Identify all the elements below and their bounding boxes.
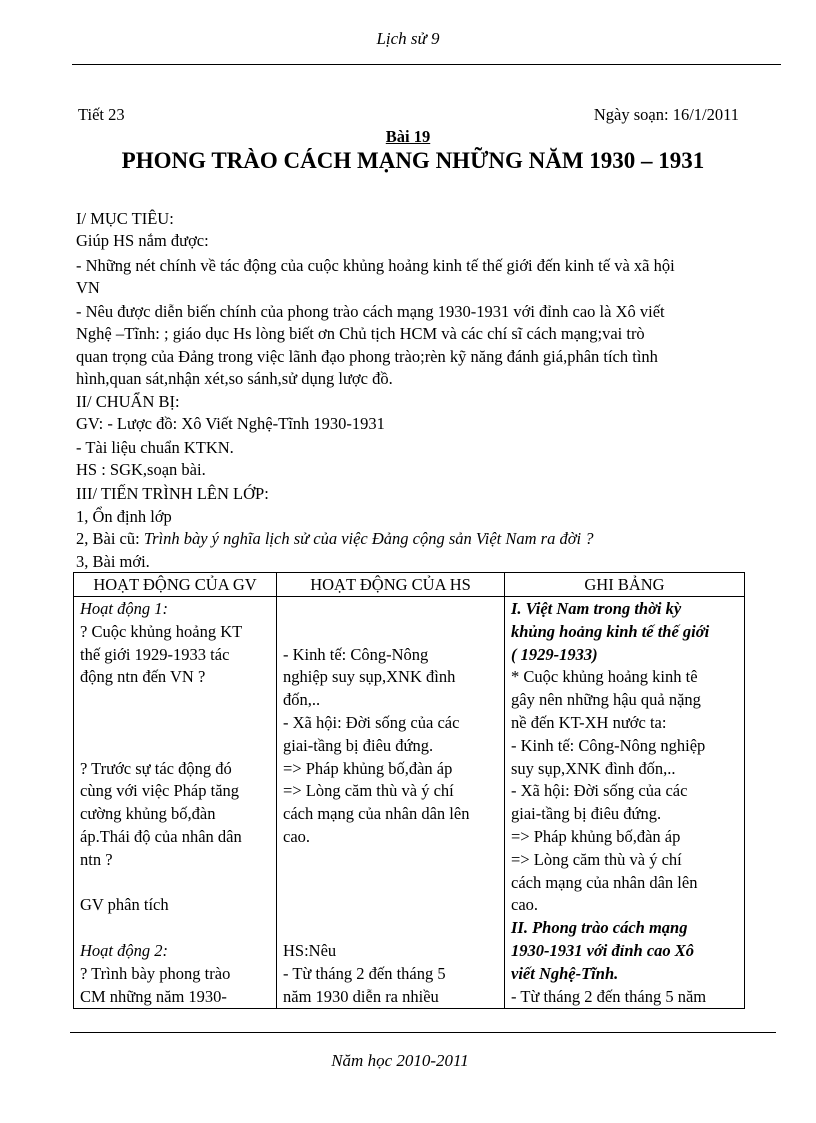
board-content: nề đến KT-XH nước ta:: [511, 712, 667, 732]
board-heading-2: II. Phong trào cách mạng: [511, 918, 688, 938]
hs-answer: - Xã hội: Đời sống của các: [283, 712, 460, 732]
section-procedure: III/ TIẾN TRÌNH LÊN LỚP:: [76, 484, 269, 503]
header-gv: HOẠT ĐỘNG CỦA GV: [74, 573, 277, 597]
section-objectives: I/ MỤC TIÊU:: [76, 209, 174, 228]
lesson-title: PHONG TRÀO CÁCH MẠNG NHỮNG NĂM 1930 – 1931: [121, 148, 705, 173]
board-content: cách mạng của nhân dân lên: [511, 872, 698, 892]
board-content: * Cuộc khủng hoảng kinh tê: [511, 667, 698, 687]
body-line: - Tài liệu chuẩn KTKN.: [76, 438, 234, 457]
board-cell: [505, 597, 745, 1009]
date-label: Ngày soạn: 16/1/2011: [593, 105, 739, 124]
board-content: suy sụp,XNK đình đốn,..: [511, 758, 676, 778]
body-line: 3, Bài mới.: [76, 552, 150, 571]
hs-cell: [277, 597, 505, 1009]
activity-2-label: Hoạt động 2:: [80, 940, 168, 960]
gv-question: cường khủng bố,đàn: [80, 804, 216, 824]
gv-question: áp.Thái độ của nhân dân: [80, 826, 242, 846]
hs-answer: => Lòng căm thù và ý chí: [283, 781, 454, 801]
body-line: - Nêu được diễn biến chính của phong trào cách mạng 1930-1931 với đỉnh cao là Xô viết: [76, 302, 665, 321]
gv-question: CM những năm 1930-: [80, 986, 227, 1006]
gv-question: động ntn đến VN ?: [80, 667, 206, 687]
body-line: HS : SGK,soạn bài.: [76, 460, 206, 479]
hs-answer: nghiệp suy sụp,XNK đình: [283, 667, 456, 687]
board-heading-2: viết Nghệ-Tĩnh.: [511, 963, 619, 983]
board-content: - Xã hội: Đời sống của các: [511, 781, 688, 801]
hs-answer: giai-tầng bị điêu đứng.: [283, 735, 434, 755]
body-line: Giúp HS nắm được:: [76, 231, 209, 250]
table-header-row: [74, 573, 745, 597]
board-content: => Pháp khủng bố,đàn áp: [511, 826, 681, 846]
gv-question: thế giới 1929-1933 tác: [80, 644, 230, 664]
gv-question: ? Cuộc khủng hoảng KT: [80, 621, 243, 641]
body-line: Nghệ –Tĩnh: ; giáo dục Hs lòng biết ơn Chủ tịch HCM và các chí sĩ cách mạng;vai trò: [76, 324, 645, 343]
header-hs: HOẠT ĐỘNG CỦA HS: [277, 573, 505, 597]
header-rule: [72, 64, 781, 65]
lesson-table: [73, 572, 745, 1009]
hs-answer: HS:Nêu: [283, 940, 337, 960]
board-content: - Từ tháng 2 đến tháng 5 năm: [511, 986, 707, 1006]
footer-rule: [70, 1032, 776, 1033]
board-content: => Lòng căm thù và ý chí: [511, 849, 682, 869]
old-lesson-line: [76, 528, 594, 550]
gv-cell: [74, 597, 277, 1009]
body-line: GV: - Lược đồ: Xô Viết Nghệ-Tĩnh 1930-1931: [76, 414, 385, 433]
body-line: 1, Ổn định lớp: [76, 507, 172, 526]
board-heading-2: 1930-1931 với đỉnh cao Xô: [511, 940, 695, 960]
old-lesson-question: Trình bày ý nghĩa lịch sử của việc Đảng cộng sản Việt Nam ra đời ?: [143, 529, 594, 548]
gv-question: ? Trước sự tác động đó: [80, 758, 232, 778]
hs-answer: => Pháp khủng bố,đàn áp: [283, 758, 453, 778]
table-row: [74, 597, 745, 1009]
board-heading-1: khủng hoảng kinh tế thế giới: [511, 621, 710, 641]
board-content: gây nên những hậu quả nặng: [511, 690, 701, 710]
gv-question: ? Trình bày phong trào: [80, 963, 231, 983]
page-header: Lịch sử 9: [376, 29, 440, 48]
hs-answer: - Kinh tế: Công-Nông: [283, 644, 429, 664]
board-heading-1: ( 1929-1933): [511, 644, 598, 664]
hs-answer: cách mạng của nhân dân lên: [283, 804, 470, 824]
hs-answer: cao.: [283, 826, 311, 846]
board-content: giai-tầng bị điêu đứng.: [511, 804, 662, 824]
gv-analysis: GV phân tích: [80, 895, 169, 915]
old-lesson-label: 2, Bài cũ:: [76, 529, 144, 548]
board-content: cao.: [511, 895, 539, 915]
page-footer: Năm học 2010-2011: [331, 1051, 469, 1070]
body-line: hình,quan sát,nhận xét,so sánh,sử dụng lược đồ.: [76, 369, 393, 388]
lesson-number: Bài 19: [385, 127, 431, 146]
body-line: VN: [76, 278, 100, 297]
board-heading-1: I. Việt Nam trong thời kỳ: [511, 599, 682, 618]
gv-question: cùng với việc Pháp tăng: [80, 781, 240, 801]
board-content: - Kinh tế: Công-Nông nghiệp: [511, 735, 706, 755]
hs-answer: - Từ tháng 2 đến tháng 5: [283, 963, 446, 983]
body-line: quan trọng của Đảng trong việc lãnh đạo phong trào;rèn kỹ năng đánh giá,phân tích tình: [76, 347, 658, 366]
header-board: GHI BẢNG: [505, 573, 745, 597]
hs-answer: đốn,..: [283, 690, 321, 710]
gv-question: ntn ?: [80, 849, 113, 869]
activity-1-label: Hoạt động 1:: [80, 599, 168, 618]
section-preparation: II/ CHUẨN BỊ:: [76, 392, 180, 411]
body-line: - Những nét chính về tác động của cuộc khủng hoảng kinh tế thế giới đến kinh tế và xã hội: [76, 256, 675, 275]
period-label: Tiết 23: [78, 105, 125, 124]
hs-answer: năm 1930 diễn ra nhiều: [283, 986, 439, 1006]
